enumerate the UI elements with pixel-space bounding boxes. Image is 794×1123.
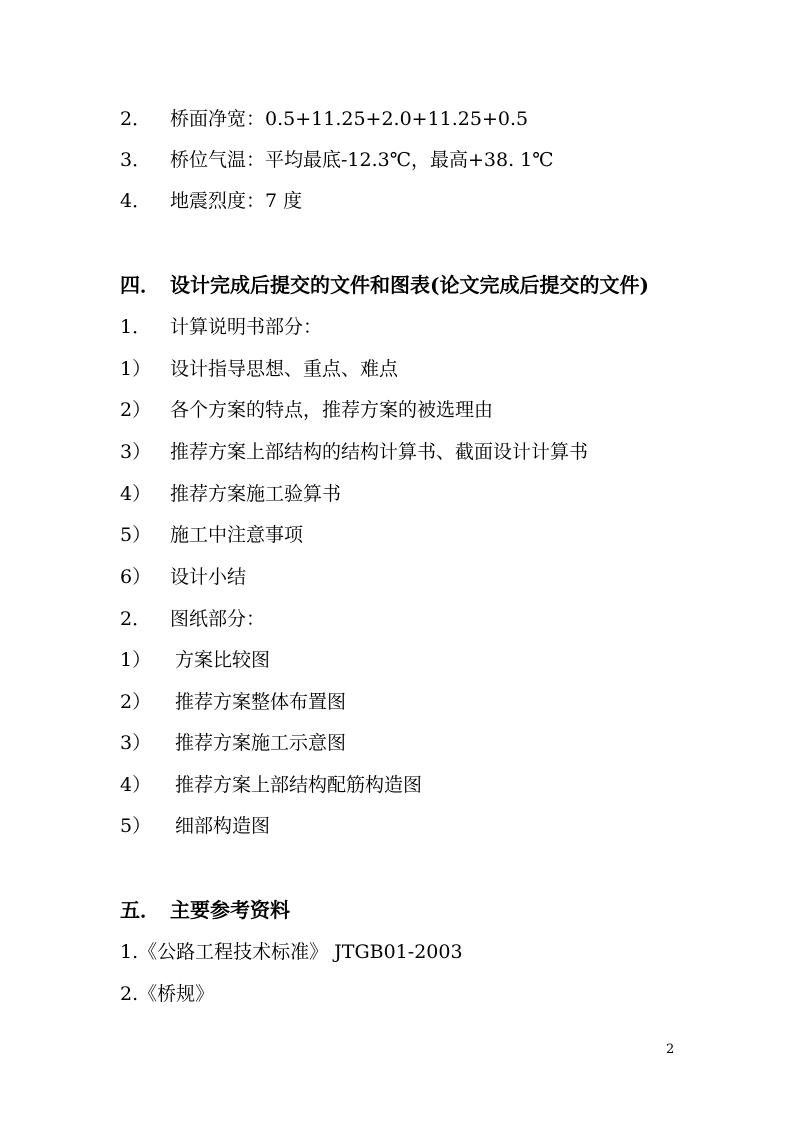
item-number: 2） — [120, 399, 152, 421]
item-number: 4． — [120, 190, 152, 212]
heading-number: 五． — [120, 898, 160, 922]
item-number: 1） — [120, 649, 152, 671]
item-text: 设计小结 — [170, 566, 247, 588]
item-number: 1． — [120, 316, 152, 338]
item-text: 推荐方案整体布置图 — [175, 691, 347, 713]
list-item — [120, 479, 341, 509]
section-heading-references — [120, 895, 290, 925]
list-item — [120, 728, 346, 758]
item-text: 图纸部分： — [170, 608, 266, 630]
item-text: 设计指导思想、重点、难点 — [170, 358, 399, 380]
list-item — [120, 437, 588, 467]
item-number: 1） — [120, 358, 152, 380]
item-number: 3． — [120, 149, 152, 171]
reference-item — [120, 937, 463, 967]
item-text: 桥位气温：平均最底-12.3℃，最高+38. 1℃ — [170, 149, 554, 171]
item-text: 推荐方案施工验算书 — [170, 483, 342, 505]
list-item — [120, 645, 270, 675]
item-number: 4） — [120, 774, 152, 796]
item-number: 4） — [120, 483, 152, 505]
heading-number: 四． — [120, 273, 160, 297]
subsection-calculation-report — [120, 312, 322, 342]
item-text: 各个方案的特点，推荐方案的被选理由 — [170, 399, 494, 421]
list-item — [120, 562, 246, 592]
item-text: 地震烈度：7 度 — [170, 190, 303, 212]
reference-item — [120, 979, 214, 1009]
item-number: 2． — [120, 608, 152, 630]
list-item — [120, 811, 270, 841]
item-text: 细部构造图 — [175, 815, 271, 837]
reference-text: 2.《桥规》 — [120, 983, 215, 1005]
item-text: 桥面净宽：0.5+11.25+2.0+11.25+0.5 — [170, 108, 529, 130]
spec-item-seismic — [120, 186, 302, 216]
list-item — [120, 354, 398, 384]
section-heading-deliverables — [120, 270, 649, 300]
subsection-drawings — [120, 604, 265, 634]
spec-item-bridge-width — [120, 104, 528, 134]
reference-text: 1.《公路工程技术标准》 JTGB01-2003 — [120, 941, 463, 963]
item-number: 3） — [120, 732, 152, 754]
item-text: 推荐方案上部结构配筋构造图 — [175, 774, 423, 796]
item-text: 计算说明书部分： — [170, 316, 323, 338]
item-text: 推荐方案上部结构的结构计算书、截面设计计算书 — [170, 441, 589, 463]
list-item — [120, 687, 346, 717]
item-number: 2） — [120, 691, 152, 713]
item-number: 3） — [120, 441, 152, 463]
spec-item-temperature — [120, 145, 554, 175]
item-text: 施工中注意事项 — [170, 524, 304, 546]
item-number: 5） — [120, 815, 152, 837]
heading-text: 主要参考资料 — [170, 898, 290, 922]
heading-text: 设计完成后提交的文件和图表(论文完成后提交的文件) — [170, 273, 649, 297]
list-item — [120, 395, 493, 425]
item-number: 5） — [120, 524, 152, 546]
item-text: 方案比较图 — [175, 649, 271, 671]
list-item — [120, 770, 422, 800]
item-text: 推荐方案施工示意图 — [175, 732, 347, 754]
list-item — [120, 520, 303, 550]
item-number: 2． — [120, 108, 152, 130]
page-number: 2 — [666, 1042, 675, 1057]
item-number: 6） — [120, 566, 152, 588]
